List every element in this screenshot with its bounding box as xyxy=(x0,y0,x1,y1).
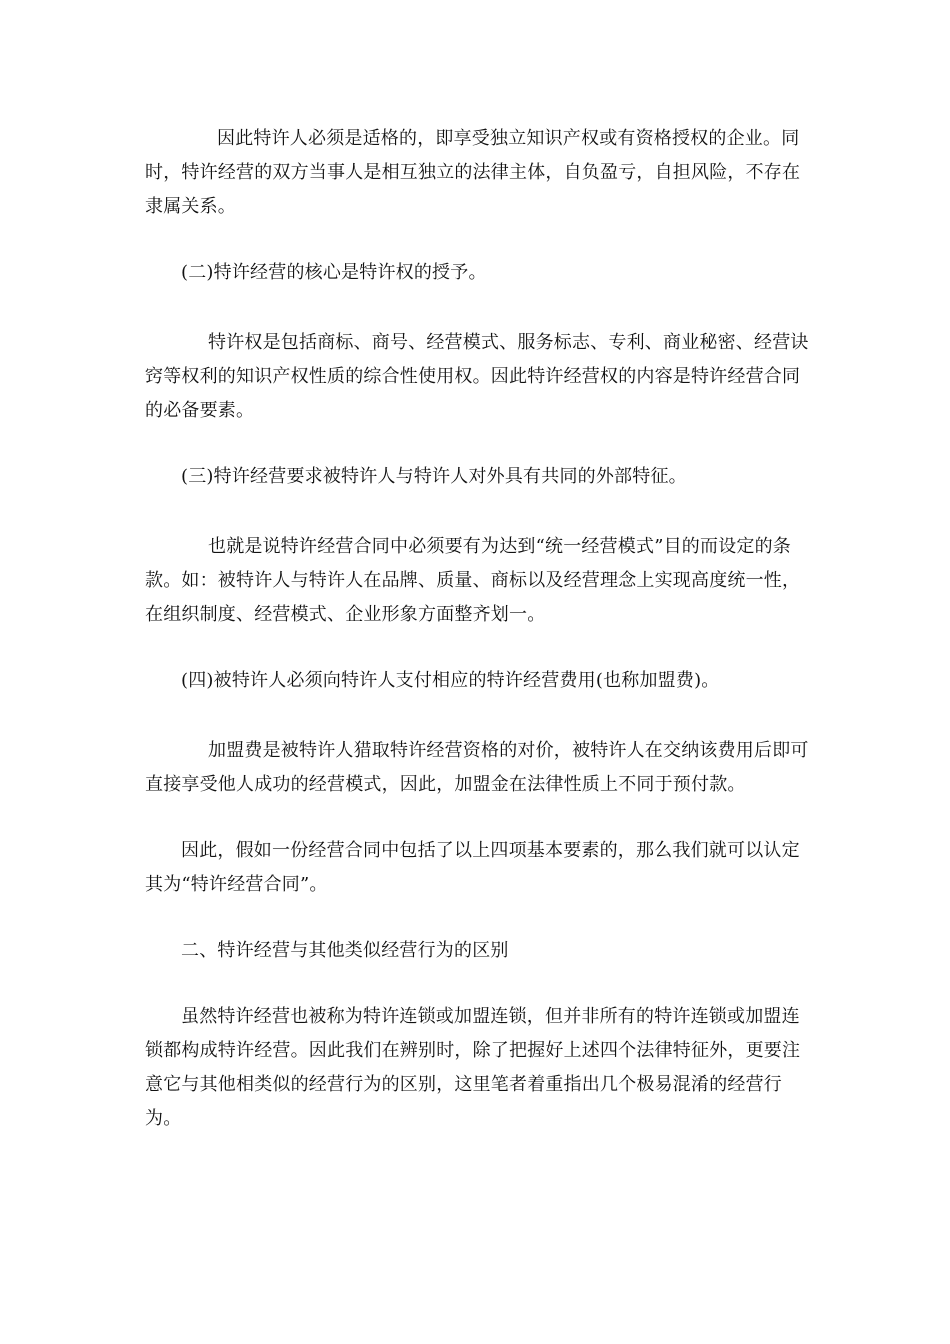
heading-franchise-core: (二)特许经营的核心是特许权的授予。 xyxy=(181,262,487,283)
paragraph-differences-intro: 虽然特许经营也被称为特许连锁或加盟连锁，但并非所有的特许连锁或加盟连锁都构成特许经营。因此我们在辨别时，除了把握好上述四个法律特征外，更要注意它与其他相类似的经营行为的区别，这里笔者着重指出几个极易混淆的经营行为。 xyxy=(145,1006,801,1129)
paragraph-franchise-rights: 特许权是包括商标、商号、经营模式、服务标志、专利、商业秘密、经营诀窍等权利的知识产权性质的综合性使用权。因此特许经营权的内容是特许经营合同的必备要素。 xyxy=(145,332,809,421)
paragraph-franchise-fee-nature: 加盟费是被特许人猎取特许经营资格的对价，被特许人在交纳该费用后即可直接享受他人成功的经营模式，因此，加盟金在法律性质上不同于预付款。 xyxy=(145,740,809,795)
document-body xyxy=(145,122,813,1164)
paragraph-franchisor-qualification: 因此特许人必须是适格的，即享受独立知识产权或有资格授权的企业。同时，特许经营的双方当事人是相互独立的法律主体，自负盈亏，自担风险，不存在隶属关系。 xyxy=(145,128,801,217)
heading-franchise-fee: (四)被特许人必须向特许人支付相应的特许经营费用(也称加盟费)。 xyxy=(181,670,720,691)
paragraph-conclusion: 因此，假如一份经营合同中包括了以上四项基本要素的，那么我们就可以认定其为“特许经营合同”。 xyxy=(145,840,800,895)
heading-common-features: (三)特许经营要求被特许人与特许人对外具有共同的外部特征。 xyxy=(181,466,687,487)
section-heading-differences: 二、特许经营与其他类似经营行为的区别 xyxy=(181,940,509,961)
paragraph-unified-model: 也就是说特许经营合同中必须要有为达到“统一经营模式”目的而设定的条款。如：被特许人与特许人在品牌、质量、商标以及经营理念上实现高度统一性，在组织制度、经营模式、企业形象方面整齐划一。 xyxy=(145,536,801,625)
